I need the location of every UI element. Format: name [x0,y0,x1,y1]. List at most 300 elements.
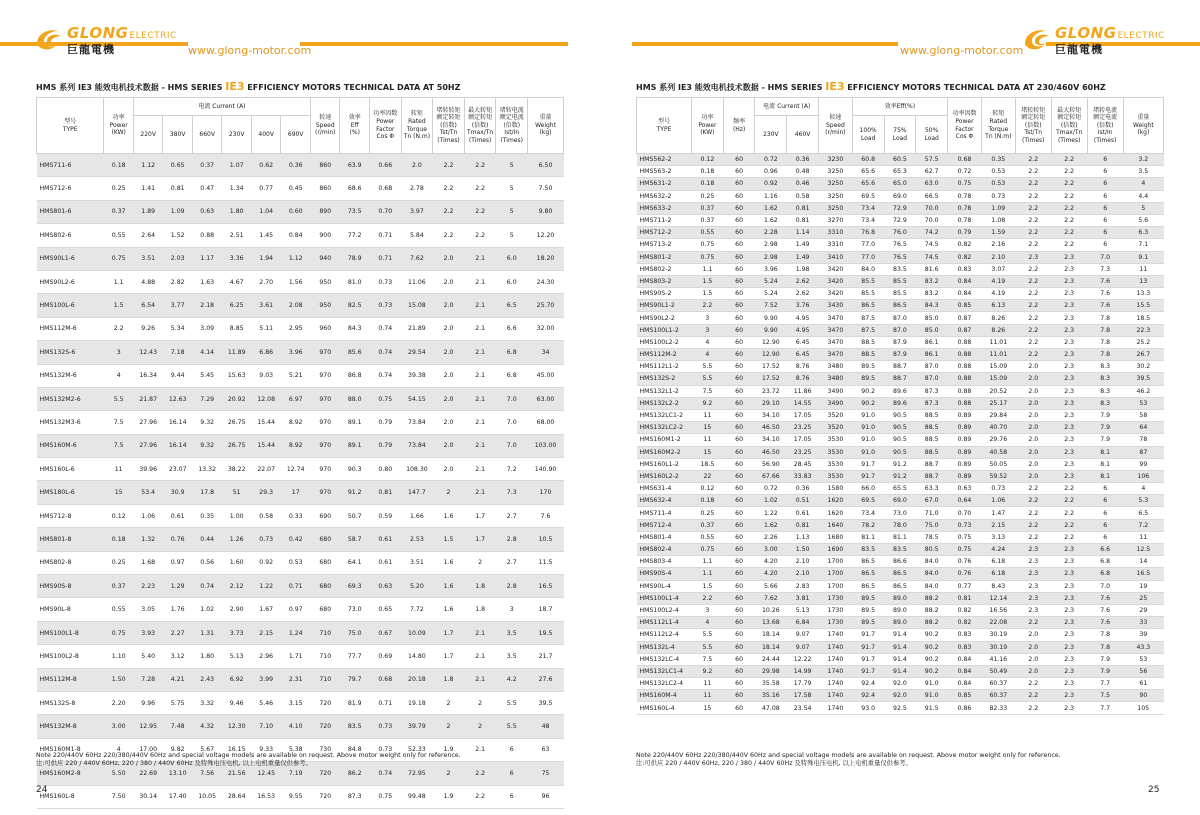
table-cell: 2.2 [1051,531,1087,543]
table-cell: 2.0 [1015,361,1051,373]
table-cell: 3.5 [496,645,528,668]
table-row [37,200,564,223]
table-cell: 0.81 [369,481,401,504]
table-cell: 2.2 [433,200,465,223]
table-cell: 6 [1087,531,1123,543]
table-cell: 7.9 [1087,665,1123,677]
table-cell: 60 [723,336,755,348]
table-cell: 30.19 [981,629,1015,641]
table-cell: 2.0 [1015,446,1051,458]
table-cell: 1.47 [981,507,1015,519]
table-cell: 3.96 [755,263,787,275]
table-cell: 11 [692,678,724,690]
col-header-speed: 转速 Speed (r/min) [310,98,340,154]
table-cell: 29.76 [981,434,1015,446]
table-cell: 6 [1087,519,1123,531]
table-cell: 34.10 [755,409,787,421]
table-cell: 0.35 [192,504,222,527]
table-cell: 2.3 [1015,544,1051,556]
col-header-voltage: 220V [133,116,163,154]
table-cell: 77.0 [852,239,884,251]
table-cell: 0.71 [369,691,401,714]
table-cell: 89.6 [884,397,916,409]
table-cell: 65.6 [852,166,884,178]
table-cell: 2.70 [251,270,281,293]
col-header-current-group: 电流 Current (A) [133,98,310,116]
table-cell: 2.10 [981,251,1015,263]
table-row [637,324,1164,336]
table-cell: 2 [464,691,496,714]
table-cell: 7.0 [496,387,528,410]
table-cell: 0.53 [281,551,311,574]
cell-type: HMS180L-6 [37,481,104,504]
table-cell: 7.8 [1087,641,1123,653]
table-cell: 4.67 [222,270,252,293]
table-cell: 2.0 [433,294,465,317]
cell-type: HMS563-2 [637,166,692,178]
table-cell: 9.80 [528,200,564,223]
table-cell: 7.8 [1087,312,1123,324]
table-cell: 63.00 [528,387,564,410]
table-cell: 2.3 [1015,604,1051,616]
table-cell: 1.12 [281,247,311,270]
table-cell: 0.48 [787,166,819,178]
table-cell: 2.3 [1051,556,1087,568]
table-cell: 83.5 [852,544,884,556]
table-cell: 0.72 [755,483,787,495]
table-cell: 0.55 [692,227,724,239]
table-cell: 3.2 [1123,154,1163,166]
table-cell: 6.54 [133,294,163,317]
table-cell: 60 [723,288,755,300]
table-cell: 91.0 [852,409,884,421]
table-cell: 50.49 [981,665,1015,677]
table-cell: 1.09 [163,200,193,223]
table-cell: 1.22 [251,575,281,598]
table-cell: 85.6 [340,341,370,364]
cell-type: HMS712-4 [637,519,692,531]
table-cell: 2.2 [1015,690,1051,702]
cell-type: HMS132M3-6 [37,411,104,434]
table-cell: 7.2 [496,458,528,481]
table-cell: 7.50 [104,785,134,808]
table-cell: 710 [310,645,340,668]
table-cell: 0.64 [948,495,982,507]
col-header-speed: 转速 Speed (r/min) [818,98,852,154]
table-cell: 2.3 [1051,690,1087,702]
table-cell: 92.4 [852,690,884,702]
table-cell: 2.95 [281,317,311,340]
table-cell: 1740 [818,641,852,653]
table-cell: 90.5 [884,446,916,458]
table-cell: 70.0 [916,214,948,226]
table-cell: 3 [104,341,134,364]
table-cell: 4.19 [981,275,1015,287]
table-cell: 730 [310,738,340,761]
table-cell: 0.61 [163,504,193,527]
cell-type: HMS100L1-4 [637,592,692,604]
table-cell: 89.5 [852,604,884,616]
col-header-voltage: 690V [281,116,311,154]
table-cell: 86.5 [884,568,916,580]
cell-type: HMS632-2 [637,190,692,202]
table-cell: 60 [723,580,755,592]
table-cell: 75 [528,762,564,785]
cell-type: HMS160M1-2 [637,434,692,446]
table-cell: 88.5 [916,422,948,434]
table-cell: 11 [1123,263,1163,275]
table-cell: 8.1 [1087,470,1123,482]
table-cell: 6 [1087,507,1123,519]
table-cell: 2.0 [1015,665,1051,677]
table-cell: 0.75 [369,785,401,808]
table-cell: 90.3 [340,458,370,481]
table-row [637,166,1164,178]
table-cell: 0.58 [251,504,281,527]
table-row [637,275,1164,287]
table-cell: 1740 [818,678,852,690]
table-cell: 7.8 [1087,324,1123,336]
table-cell: 1.7 [464,528,496,551]
table-cell: 0.79 [369,411,401,434]
table-cell: 1.04 [251,200,281,223]
table-cell: 1.13 [787,531,819,543]
table-cell: 84.0 [916,556,948,568]
table-cell: 46.50 [755,422,787,434]
table-cell: 91.0 [852,434,884,446]
table-cell: 0.85 [948,300,982,312]
col-header-power: 功率 Power (KW) [104,98,134,154]
table-cell: 7.5 [1087,690,1123,702]
table-cell: 2.2 [1051,227,1087,239]
table-cell: 12.74 [281,458,311,481]
cell-type: HMS803-4 [637,556,692,568]
table-cell: 6 [1087,495,1123,507]
table-cell: 78.2 [852,519,884,531]
table-cell: 1.9 [433,738,465,761]
table-cell: 24.30 [528,270,564,293]
table-row [37,364,564,387]
cell-type: HMS160M-4 [637,690,692,702]
table-cell: 6.5 [1123,507,1163,519]
table-cell: 2.10 [787,568,819,580]
cell-type: HMS132LC-4 [637,653,692,665]
table-cell: 60 [723,568,755,580]
cell-type: HMS803-2 [637,275,692,287]
table-cell: 2.2 [1015,349,1051,361]
table-cell: 88.2 [916,617,948,629]
col-header-load: 100% Load [852,116,884,154]
table-cell: 0.62 [251,154,281,177]
table-cell: 2.1 [464,270,496,293]
table-cell: 1.50 [787,544,819,556]
table-cell: 1.94 [251,247,281,270]
table-cell: 1.02 [192,598,222,621]
table-row [637,190,1164,202]
cell-type: HMS160M2-8 [37,762,104,785]
table-row [637,349,1164,361]
table-cell: 3410 [818,251,852,263]
table-cell: 147.7 [401,481,433,504]
table-cell: 2.2 [1051,178,1087,190]
table-cell: 73.4 [852,214,884,226]
table-cell: 60 [723,446,755,458]
table-cell: 5.34 [163,317,193,340]
table-cell: 60 [723,531,755,543]
table-cell: 85.0 [916,324,948,336]
table-cell: 2.18 [192,294,222,317]
table-cell: 680 [310,528,340,551]
table-cell: 69.5 [852,495,884,507]
table-cell: 63.3 [916,483,948,495]
table-cell: 15 [692,422,724,434]
table-cell: 0.76 [948,568,982,580]
table-cell: 12.22 [787,653,819,665]
table-cell: 1.24 [281,621,311,644]
table-row [37,528,564,551]
table-cell: 2.1 [464,668,496,691]
table-cell: 1.1 [104,270,134,293]
brand-name-cn: 巨龍電機 [1055,43,1103,56]
table-cell: 15.09 [981,373,1015,385]
table-cell: 29.84 [981,409,1015,421]
table-cell: 60 [723,678,755,690]
table-cell: 6 [496,762,528,785]
table-row [37,621,564,644]
table-cell: 3310 [818,239,852,251]
table-row [637,483,1164,495]
table-cell: 2.3 [1051,300,1087,312]
table-cell: 0.37 [692,202,724,214]
table-cell: 12.43 [133,341,163,364]
table-cell: 7.5 [104,434,134,457]
table-cell: 7.8 [1087,349,1123,361]
table-cell: 1.12 [133,154,163,177]
table-cell: 23.25 [787,446,819,458]
table-cell: 15 [104,481,134,504]
table-cell: 84.8 [340,738,370,761]
col-header-type: 型号 TYPE [637,98,692,154]
table-cell: 75.0 [340,621,370,644]
table-cell: 3420 [818,275,852,287]
table-cell: 5.11 [251,317,281,340]
table-cell: 89.6 [884,385,916,397]
table-cell: 4 [104,738,134,761]
table-cell: 2.2 [464,200,496,223]
table-cell: 7.6 [1087,617,1123,629]
table-cell: 76.5 [884,239,916,251]
table-cell: 7.8 [1087,336,1123,348]
table-cell: 56.90 [755,458,787,470]
col-header-ist: 堵转电流 额定电流 (倍数) Ist/In (Times) [1087,98,1123,154]
col-header-power-factor: 功率因数 Power Factor Cos Φ [948,98,982,154]
table-cell: 30.14 [133,785,163,808]
table-cell: 73.84 [401,411,433,434]
table-cell: 86.1 [916,349,948,361]
table-cell: 3470 [818,312,852,324]
table-cell: 0.83 [948,641,982,653]
table-cell: 4.10 [281,715,311,738]
table-cell: 0.84 [281,224,311,247]
table-cell: 17.52 [755,361,787,373]
table-cell: 2.2 [1051,202,1087,214]
table-row [637,434,1164,446]
table-cell: 1.6 [433,575,465,598]
table-cell: 1620 [818,507,852,519]
table-cell: 84.0 [852,263,884,275]
table-cell: 29 [1123,604,1163,616]
table-cell: 16.34 [133,364,163,387]
table-cell: 91.7 [852,470,884,482]
table-cell: 88.2 [916,592,948,604]
table-cell: 1740 [818,665,852,677]
table-cell: 3.32 [192,691,222,714]
cell-type: HMS90L-8 [37,598,104,621]
table-cell: 91.4 [884,641,916,653]
table-cell: 90.2 [852,397,884,409]
table-cell: 2.28 [755,227,787,239]
technical-data-table-60hz [636,97,1164,715]
table-cell: 0.97 [163,551,193,574]
table-cell: 23.25 [787,422,819,434]
table-cell: 9.07 [787,629,819,641]
table-cell: 84.0 [916,580,948,592]
table-cell: 720 [310,785,340,808]
table-cell: 1.7 [464,504,496,527]
table-cell: 2.1 [464,364,496,387]
table-cell: 69.0 [884,495,916,507]
table-cell: 0.92 [755,178,787,190]
table-cell: 0.88 [948,361,982,373]
table-cell: 2.64 [133,224,163,247]
page-title: HMS 系列 IE3 能效电机技术数据 - HMS SERIES IE3 EFFICIENCY MOTORS TECHNICAL DATA AT 230/460V 60HZ [636,80,1106,93]
cell-type: HMS801-8 [37,528,104,551]
table-cell: 0.36 [787,154,819,166]
table-cell: 0.80 [369,458,401,481]
table-cell: 3.09 [192,317,222,340]
table-cell: 0.69 [369,645,401,668]
col-header-load: 50% Load [916,116,948,154]
footnote-cn: 注:可供应 220 / 440V 60Hz, 220 / 380 / 440V 60Hz 及特殊电压电机, 以上电机重量仅供参考。 [636,760,912,767]
table-cell: 2.8 [496,528,528,551]
table-row [37,504,564,527]
table-cell: 15.08 [401,294,433,317]
cell-type: HMS562-2 [637,154,692,166]
table-cell: 7.10 [251,715,281,738]
table-cell: 2.3 [1051,373,1087,385]
table-cell: 2.2 [1015,190,1051,202]
table-cell: 2.62 [787,288,819,300]
table-cell: 11.89 [222,341,252,364]
table-cell: 72.9 [884,202,916,214]
technical-data-table-50hz [36,97,564,809]
table-cell: 0.83 [948,263,982,275]
table-cell: 1680 [818,531,852,543]
table-cell: 9.96 [133,691,163,714]
table-cell: 2.3 [1051,665,1087,677]
table-cell: 2.1 [464,434,496,457]
table-cell: 60 [723,544,755,556]
table-cell: 9.44 [163,364,193,387]
cell-type: HMS132LC1-4 [637,665,692,677]
table-cell: 0.79 [369,434,401,457]
table-cell: 60 [723,470,755,482]
table-cell: 60 [723,251,755,263]
table-cell: 2.2 [692,592,724,604]
table-cell: 1580 [818,483,852,495]
table-cell: 12.20 [528,224,564,247]
table-cell: 1.7 [433,645,465,668]
table-cell: 2.16 [981,239,1015,251]
table-cell: 7.6 [1087,592,1123,604]
col-header-tmax: 最大转矩 额定转矩 (倍数) Tmax/Tn (Times) [464,98,496,154]
table-cell: 90.5 [884,409,916,421]
table-cell: 3250 [818,178,852,190]
table-cell: 0.89 [948,422,982,434]
table-cell: 0.84 [948,678,982,690]
table-cell: 1620 [818,495,852,507]
table-cell: 2.1 [464,411,496,434]
table-row [37,411,564,434]
table-cell: 81.6 [916,263,948,275]
table-cell: 2.3 [1015,556,1051,568]
table-cell: 2.2 [464,177,496,200]
table-cell: 87.9 [884,336,916,348]
table-cell: 60 [723,629,755,641]
table-cell: 6.8 [1087,556,1123,568]
table-cell: 80.5 [916,544,948,556]
table-cell: 2.0 [1015,373,1051,385]
table-cell: 6 [1087,202,1123,214]
table-row [37,458,564,481]
table-cell: 1740 [818,690,852,702]
table-cell: 950 [310,270,340,293]
table-cell: 7.7 [1087,702,1123,714]
table-cell: 90.2 [852,385,884,397]
table-cell: 2.2 [1015,617,1051,629]
table-cell: 17.52 [755,373,787,385]
table-cell: 1.5 [433,528,465,551]
table-cell: 1.63 [192,270,222,293]
table-cell: 87.0 [884,312,916,324]
table-cell: 8.92 [281,434,311,457]
table-row [37,270,564,293]
table-cell: 0.75 [948,544,982,556]
table-cell: 89.5 [852,361,884,373]
col-header-voltage: 660V [192,116,222,154]
table-cell: 2.2 [1015,263,1051,275]
table-cell: 2.0 [1015,385,1051,397]
table-cell: 9.90 [755,324,787,336]
table-cell: 9.55 [281,785,311,808]
table-cell: 40.58 [981,446,1015,458]
table-cell: 12.5 [1123,544,1163,556]
table-cell: 7.72 [401,598,433,621]
right-page [600,0,1200,815]
table-cell: 11.86 [787,385,819,397]
table-cell: 91.7 [852,653,884,665]
table-cell: 0.76 [948,556,982,568]
col-header-weight: 重量 Weight (kg) [1123,98,1163,154]
table-cell: 2.2 [692,300,724,312]
table-cell: 3530 [818,470,852,482]
table-cell: 0.81 [163,177,193,200]
table-cell: 6.6 [1087,544,1123,556]
table-cell: 2.2 [1015,275,1051,287]
table-cell: 0.75 [948,178,982,190]
table-row [637,702,1164,714]
table-cell: 2.3 [1015,251,1051,263]
